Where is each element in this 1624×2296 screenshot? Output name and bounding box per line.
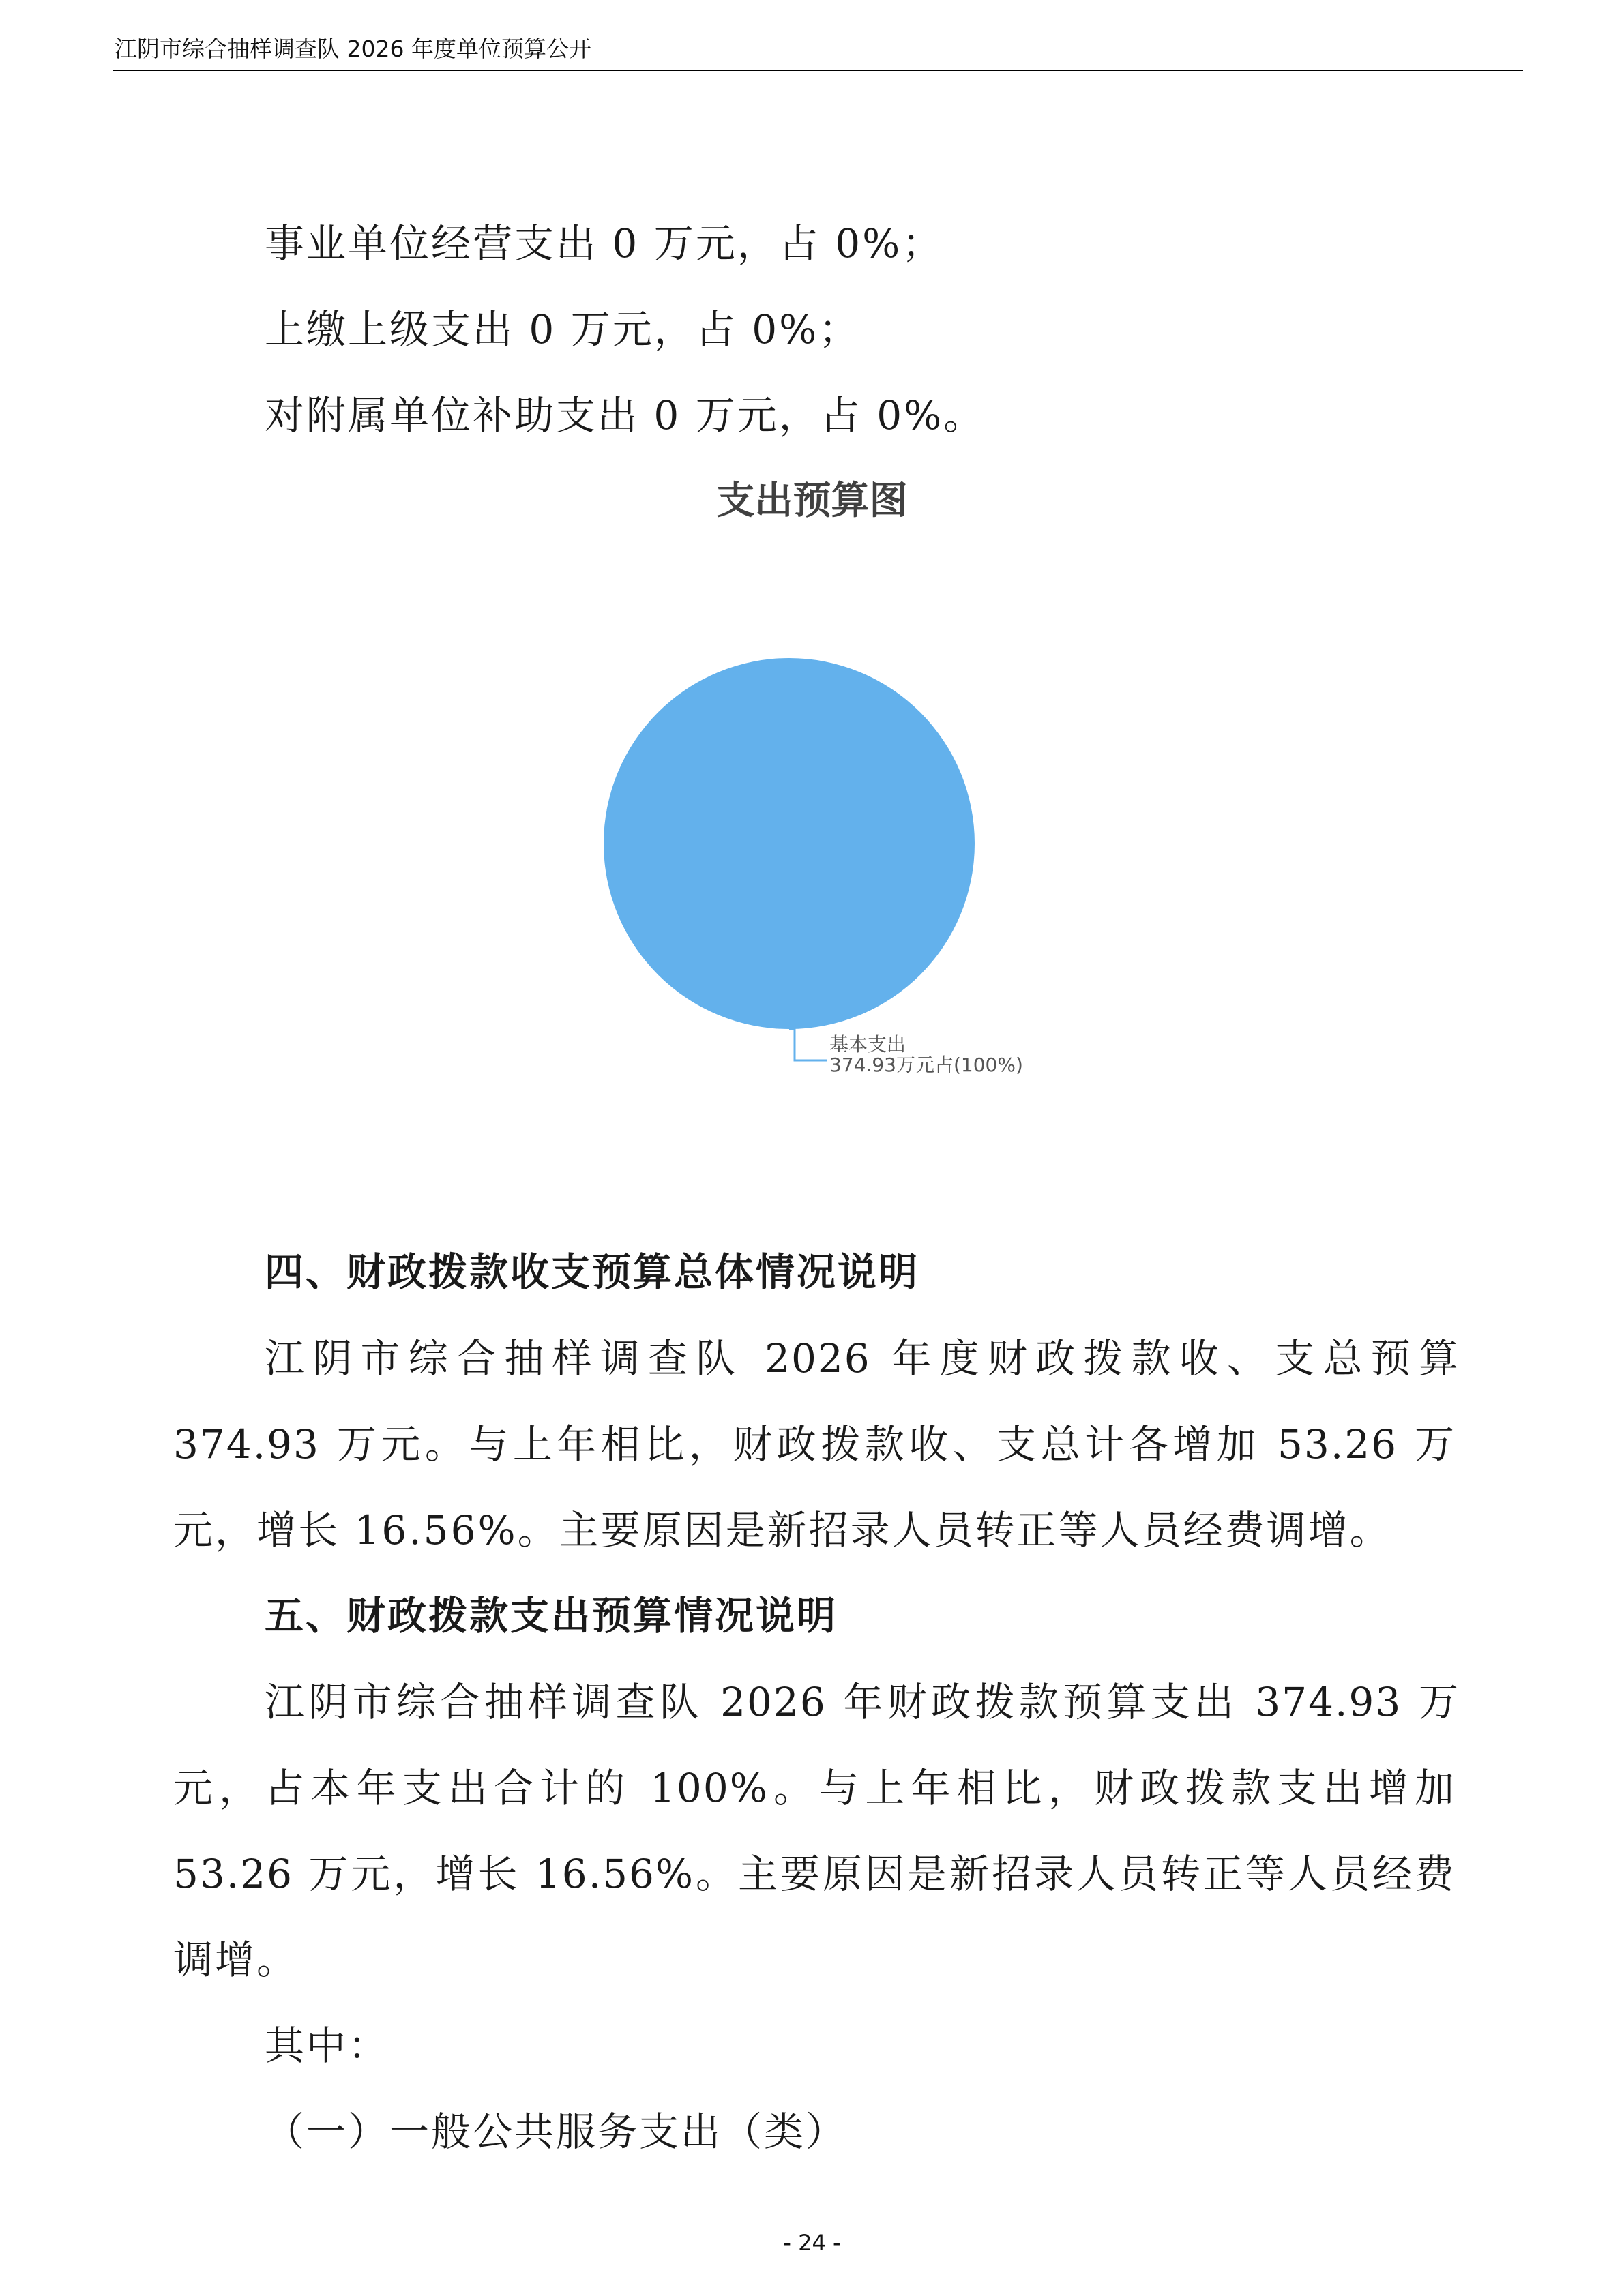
section5-heading: 五、财政拨款支出预算情况说明: [265, 1594, 838, 1639]
section4-line-3: 元，增长 16.56%。主要原因是新招录人员转正等人员经费调增。: [173, 1507, 1391, 1553]
pie-slice-basic: [604, 658, 975, 1029]
section5-line-4: 调增。: [173, 1937, 299, 1983]
section5-line-1: 江阴市综合抽样调查队 2026 年财政拨款预算支出 374.93 万: [265, 1679, 1460, 1725]
section5-line-2: 元，占本年支出合计的 100%。与上年相比，财政拨款支出增加: [173, 1765, 1456, 1811]
intro-line-2: 上缴上级支出 0 万元，占 0%；: [265, 306, 861, 353]
intro-line-3: 对附属单位补助支出 0 万元，占 0%。: [265, 392, 986, 438]
section4-line-1: 江阴市综合抽样调查队 2026 年度财政拨款收、支总预算: [265, 1335, 1460, 1382]
pie-leader-line: [789, 1029, 827, 1060]
subsection-1-heading: （一）一般公共服务支出（类）: [265, 2108, 848, 2155]
chart-title: 支出预算图: [716, 479, 908, 523]
section4-line-2: 374.93 万元。与上年相比，财政拨款收、支总计各增加 53.26 万: [173, 1421, 1456, 1467]
among-label: 其中：: [265, 2023, 390, 2069]
pie-data-label: [829, 1034, 1023, 1075]
section4-heading: 四、财政拨款收支预算总体情况说明: [265, 1250, 919, 1295]
page-number: - 24 -: [783, 2230, 841, 2256]
intro-line-1: 事业单位经营支出 0 万元，占 0%；: [265, 220, 944, 267]
section5-line-3: 53.26 万元，增长 16.56%。主要原因是新招录人员转正等人员经费: [173, 1851, 1456, 1897]
header-title: 江阴市综合抽样调查队 2026 年度单位预算公开: [115, 35, 591, 62]
pie-label-name: 基本支出: [829, 1033, 906, 1056]
pie-label-value: 374.93万元占(100%): [829, 1054, 1023, 1076]
